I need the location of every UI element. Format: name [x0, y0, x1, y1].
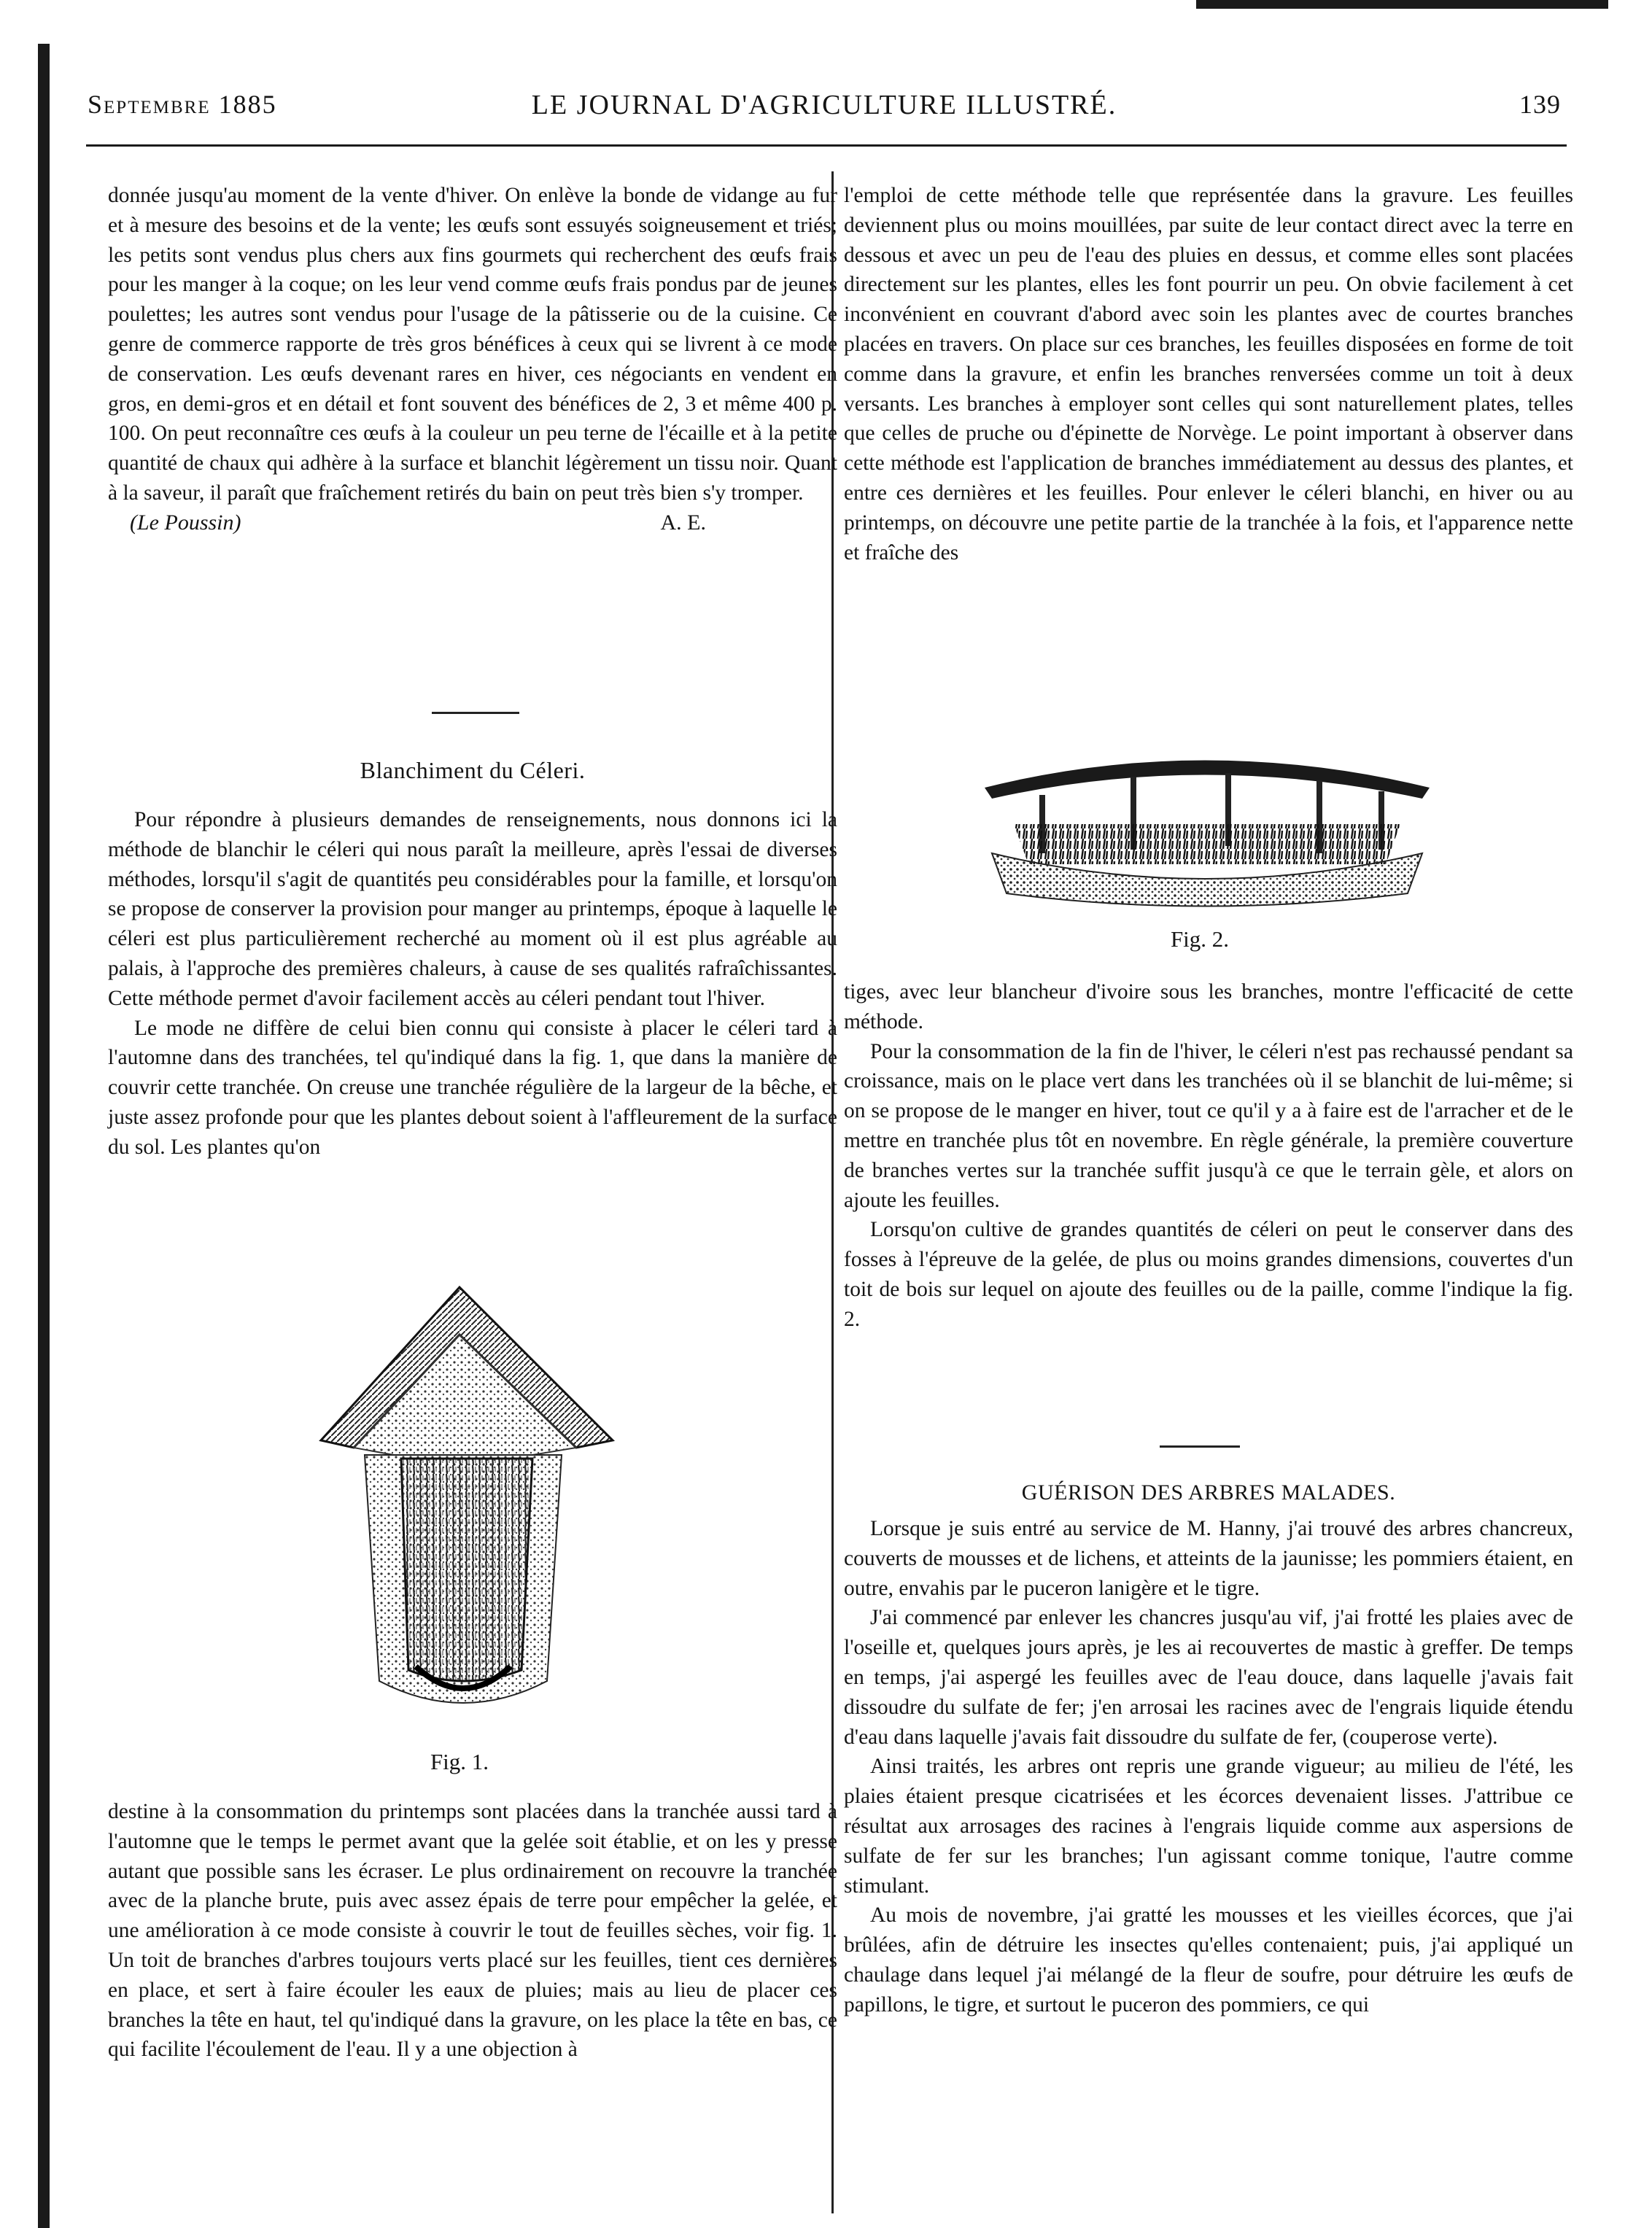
celeri-paragraph-5: tiges, avec leur blancheur d'ivoire sous les branches, montre l'efficacité de cette méthode. — [844, 980, 1573, 1033]
top-page-rule — [1196, 0, 1608, 9]
right-column-bottom — [844, 1514, 1573, 2020]
header-date: Septembre 1885 — [88, 90, 277, 119]
celeri-paragraph-1: Pour répondre à plusieurs demandes de renseignements, nous donnons ici la méthode de blanchir le céleri qui nous paraît la meilleure, après l'essai de diverses méthodes, lorsqu'il s'agit de quantités peu considérables pour la famille, et lorsqu'on se propose de conserver la provision pour manger au printemps, époque à laquelle le céleri est plus particulièrement recherché au moment où il est plus agréable au palais, à l'approche des premières chaleurs, à cause de ses qualités rafraîchissantes. Cette méthode permet d'avoir facilement accès au céleri pendant tout l'hiver. — [108, 808, 837, 1010]
figure-1-caption: Fig. 1. — [430, 1749, 489, 1774]
celeri-paragraph-3: destine à la consommation du printemps sont placées dans la tranchée aussi tard à l'automne que le temps le permet avant que la gelée soit établie, et on les y presse autant que possible sans les écraser. Le plus ordinairement on recouvre la tranchée avec de la planche brute, puis avec assez épais de terre pour empêcher la gelée, et une amélioration à ce mode consiste à couvrir le tout de feuilles sèches, voir fig. 1. Un toit de branches d'arbres toujours verts placé sur les feuilles, tient ces dernières en place, et sert à faire écouler les eaux de pluies; mais au lieu de placer ces branches la tête en haut, tel qu'indiqué dans la gravure, on les place la tête en bas, ce qui facilite l'écoulement de l'eau. Il y a une objection à — [108, 1800, 837, 2062]
article-author: A. E. — [660, 510, 706, 535]
figure-2-covered-pit-illustration — [970, 737, 1444, 919]
article-source: (Le Poussin) — [130, 510, 241, 535]
article-separator — [432, 712, 519, 714]
header-page-number: 139 — [1519, 90, 1561, 119]
header-rule — [86, 144, 1567, 147]
figure-1-trench-illustration — [314, 1273, 620, 1739]
figure-2-caption: Fig. 2. — [1170, 926, 1230, 952]
article-signature — [108, 508, 837, 538]
page-binding-edge — [38, 44, 50, 2228]
article-separator-2 — [1160, 1445, 1240, 1448]
celeri-paragraph-7: Lorsqu'on cultive de grandes quantités de céleri on peut le conserver dans des fosses à l'épreuve de la gelée, de plus ou moins grandes dimensions, couvertes d'un toit de bois sur lequel on ajoute des feuilles ou de la paille, comme l'indique la fig. 2. — [844, 1218, 1573, 1331]
header-journal-title: LE JOURNAL D'AGRICULTURE ILLUSTRÉ. — [531, 90, 1117, 120]
celeri-paragraph-2: Le mode ne diffère de celui bien connu qui consiste à placer le céleri tard à l'automne dans des tranchées, tel qu'indiqué dans la fig. 1, que dans la manière de couvrir cette tranchée. On creuse une tranchée régulière de la largeur de la bêche, et juste assez profonde pour que les plantes debout soient à l'affleurement de la surface du sol. Les plantes qu'on — [108, 1016, 837, 1159]
running-header — [88, 86, 1561, 130]
right-column-top — [844, 181, 1573, 567]
right-column-middle — [844, 977, 1573, 1335]
celeri-paragraph-6: Pour la consommation de la fin de l'hiver, le céleri n'est pas rechaussé pendant sa croissance, mais on le place vert dans les tranchées où il se blanchit de lui-même; si on se propose de le manger en hiver, tout ce qu'il y a à faire est de l'arracher et de le mettre en tranchée plus tôt en novembre. En règle générale, la première couverture de branches vertes sur la tranchée suffit jusqu'à ce que le terrain gèle, et alors on ajoute les feuilles. — [844, 1039, 1573, 1212]
article-title-celeri: Blanchiment du Céleri. — [360, 757, 586, 783]
egg-article-continuation: donnée jusqu'au moment de la vente d'hiver. On enlève la bonde de vidange au fur et à mesure des besoins et de la vente; les œufs sont essuyés soigneusement et triés; les petits sont vendus plus chers aux fins gourmets qui recherchent des œufs frais pour les manger à la coque; on les leur vend comme œufs frais pondus par de jeunes poulettes; les autres sont vendus pour l'usage de la pâtisserie ou de la cuisine. Ce genre de commerce rapporte de très gros bénéfices à ceux qui se livrent à ce mode de conservation. Les œufs devenant rares en hiver, ces négociants en vendent en gros, en demi-gros et en détail et font souvent des bénéfices de 2, 3 et même 400 p. 100. On peut reconnaître ces œufs à la couleur un peu terne de l'écaille et à la petite quantité de chaux qui adhère à la surface et blanchit légèrement un tissu noir. Quant à la saveur, il paraît que fraîchement retirés du bain on peut très bien s'y tromper. — [108, 184, 837, 505]
guerison-paragraph-3: Ainsi traités, les arbres ont repris une grande vigueur; au milieu de l'été, les plaies étaient presque cicatrisées et les écorces devenaient lisses. J'attribue ce résultat aux arrosages des racines à l'engrais liquide comme aux aspersions de sulfate de fer sur les branches; l'un agissant comme tonique, l'autre comme stimulant. — [844, 1755, 1573, 1898]
left-column-celeri-text — [108, 805, 837, 1162]
guerison-paragraph-2: J'ai commencé par enlever les chancres jusqu'au vif, j'ai frotté les plaies avec de l'oseille et, quelques jours après, je les ai recouvertes de mastic à greffer. De temps en temps, j'ai aspergé les feuilles avec de l'eau douce, dans laquelle j'avais fait dissoudre du sulfate de fer; j'en arrosai les racines avec de l'engrais liquide étendu d'eau dans laquelle j'avais fait dissoudre du sulfate de fer, (couperose verte). — [844, 1606, 1573, 1749]
guerison-paragraph-1: Lorsque je suis entré au service de M. Hanny, j'ai trouvé des arbres chancreux, couverts de mousses et de lichens, et atteints de la jaunisse; les pommiers étaient, en outre, envahis par le puceron lanigère et le tigre. — [844, 1517, 1573, 1600]
left-column-top — [108, 181, 837, 538]
article-title-guerison: GUÉRISON DES ARBRES MALADES. — [1021, 1480, 1396, 1505]
celeri-paragraph-4: l'emploi de cette méthode telle que représentée dans la gravure. Les feuilles deviennent plus ou moins mouillées, par suite de leur contact direct avec la terre en dessous et avec un peu de l'eau des pluies en dessus, et comme elles sont placées directement sur les plantes, elles les font pourrir un peu. On obvie facilement à cet inconvénient en couvrant d'abord avec soin les plantes avec de courtes branches placées en travers. On place sur ces branches, les feuilles disposées en forme de toit comme dans la gravure, et enfin les branches renversées comme un toit à deux versants. Les branches à employer sont celles qui sont naturellement plates, telles que celles de pruche ou d'épinette de Norvège. Le point important à observer dans cette méthode est l'application de branches immédiatement au dessus des plantes, et entre ces dernières et les feuilles. Pour enlever le céleri blanchi, en hiver ou au printemps, on découvre une petite partie de la tranchée à la fois, et l'apparence nette et fraîche des — [844, 184, 1573, 564]
left-column-bottom — [108, 1797, 837, 2065]
guerison-paragraph-4: Au mois de novembre, j'ai gratté les mousses et les vieilles écorces, que j'ai brûlées, afin de détruire les insectes qu'elles contenaient; puis, j'ai appliqué un chaulage dans lequel j'ai mélangé de la fleur de soufre, pour détruire les œufs de papillons, le tigre, et surtout le puceron des pommiers, ce qui — [844, 1903, 1573, 2017]
